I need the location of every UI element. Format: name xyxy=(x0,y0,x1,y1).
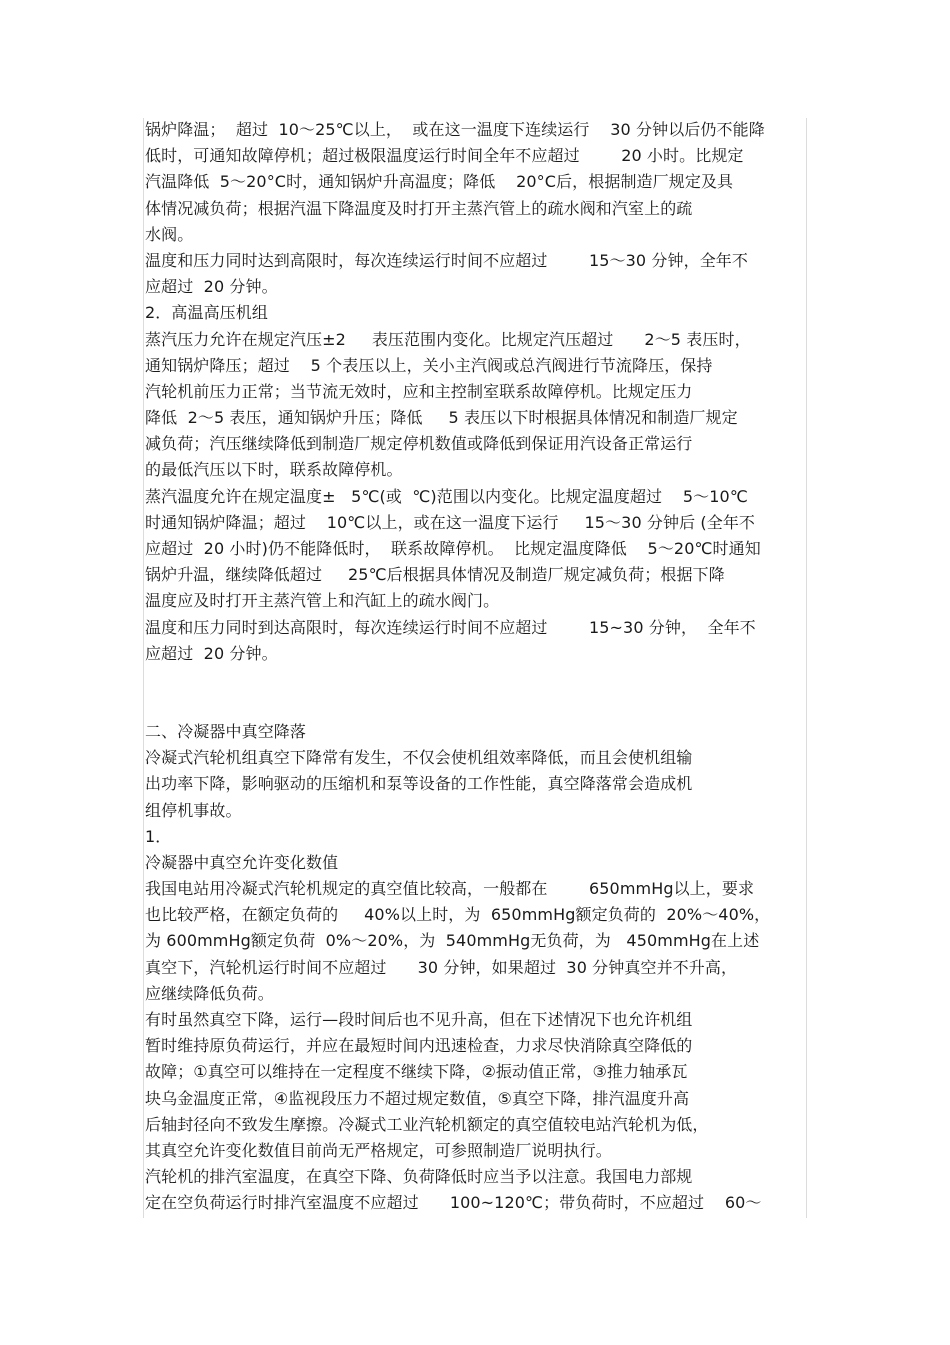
text-line: 体情况减负荷；根据汽温下降温度及时打开主蒸汽管上的疏水阀和汽室上的疏 xyxy=(145,198,693,218)
subsection-heading: 冷凝器中真空允许变化数值 xyxy=(145,852,339,872)
text-line: 有时虽然真空下降，运行—段时间后也不见升高，但在下述情况下也允许机组 xyxy=(145,1010,693,1029)
text-line: 真空下，汽轮机运行时间不应超过 30 分钟，如果超过 30 分钟真空并不升高， xyxy=(145,957,738,977)
text-line: 通知锅炉降压；超过 5 个表压以上，关小主汽阀或总汽阀进行节流降压，保持 xyxy=(145,355,713,375)
text-line: 冷凝式汽轮机组真空下降常有发生，不仅会使机组效率降低，而且会使机组输 xyxy=(145,748,693,768)
text-line: 低时，可通知故障停机；超过极限温度运行时间全年不应超过 20 小时。比规定 xyxy=(145,146,744,166)
text-line: 汽轮机的排汽室温度，在真空下降、负荷降低时应当予以注意。我国电力部规 xyxy=(145,1167,693,1187)
text-line: 温度和压力同时到达高限时，每次连续运行时间不应超过 15~30 分钟， 全年不 xyxy=(145,617,756,637)
text-line: 时通知锅炉降温；超过 10℃以上，或在这一温度下运行 15～30 分钟后 (全年不 xyxy=(145,512,756,532)
text-line: 锅炉降温； 超过 10～25℃以上， 或在这一温度下连续运行 30 分钟以后仍不能降 xyxy=(145,120,765,139)
text-line: 暂时维持原负荷运行，并应在最短时间内迅速检查，力求尽快消除真空降低的 xyxy=(145,1036,693,1056)
document-body xyxy=(145,117,810,1217)
section-heading-2: 2．高温高压机组 xyxy=(145,303,268,323)
text-line: 温度应及时打开主蒸汽管上和汽缸上的疏水阀门。 xyxy=(145,591,500,611)
text-line: 其真空允许变化数值目前尚无严格规定，可参照制造厂说明执行。 xyxy=(145,1140,612,1160)
text-line: 减负荷；汽压继续降低到制造厂规定停机数值或降低到保证用汽设备正常运行 xyxy=(145,434,693,454)
text-line: 蒸汽压力允许在规定汽压±2 表压范围内变化。比规定汽压超过 2～5 表压时， xyxy=(145,329,751,349)
text-line: 锅炉升温，继续降低超过 25℃后根据具体情况及制造厂规定减负荷；根据下降 xyxy=(145,565,725,585)
text-line: 降低 2～5 表压，通知锅炉升压；降低 5 表压以下时根据具体情况和制造厂规定 xyxy=(145,408,738,428)
text-line: 水阀。 xyxy=(145,224,194,244)
text-line: 应超过 20 分钟。 xyxy=(145,277,278,297)
text-line: 也比较严格，在额定负荷的 40%以上时，为 650mmHg额定负荷的 20%～40%， xyxy=(145,905,771,925)
text-line: 汽温降低 5～20°C时，通知锅炉升高温度；降低 20°C后，根据制造厂规定及具 xyxy=(145,172,734,192)
list-number: 1． xyxy=(145,826,172,846)
section-heading-vacuum: 二、冷凝器中真空降落 xyxy=(145,721,307,741)
text-line: 为 600mmHg额定负荷 0%～20%，为 540mmHg无负荷，为 450mmHg在上述 xyxy=(145,931,760,951)
text-line: 组停机事故。 xyxy=(145,800,242,820)
text-line: 汽轮机前压力正常；当节流无效时，应和主控制室联系故障停机。比规定压力 xyxy=(145,381,693,401)
text-line: 应超过 20 分钟。 xyxy=(145,643,278,663)
text-line: 定在空负荷运行时排汽室温度不应超过 100~120℃；带负荷时，不应超过 60～ xyxy=(145,1193,762,1213)
text-line: 故障；①真空可以维持在一定程度不继续下降，②振动值正常，③推力轴承瓦 xyxy=(145,1062,688,1082)
text-line: 蒸汽温度允许在规定温度± 5℃(或 ℃)范围以内变化。比规定温度超过 5～10℃ xyxy=(145,486,748,506)
text-line: 出功率下降，影响驱动的压缩机和泵等设备的工作性能，真空降落常会造成机 xyxy=(145,774,693,794)
text-line: 温度和压力同时达到高限时，每次连续运行时间不应超过 15～30 分钟，全年不 xyxy=(145,250,748,270)
text-line: 我国电站用冷凝式汽轮机规定的真空值比较高，一般都在 650mmHg以上，要求 xyxy=(145,879,755,899)
text-line: 应继续降低负荷。 xyxy=(145,983,274,1003)
paragraph-gap xyxy=(145,667,810,719)
text-line: 应超过 20 小时)仍不能降低时， 联系故障停机。 比规定温度降低 5～20℃时通知 xyxy=(145,539,761,558)
text-line: 后轴封径向不致发生摩擦。冷凝式工业汽轮机额定的真空值较电站汽轮机为低， xyxy=(145,1114,709,1134)
text-line: 块乌金温度正常，④监视段压力不超过规定数值，⑤真空下降，排汽温度升高 xyxy=(145,1088,690,1108)
left-margin-rule xyxy=(143,118,144,1218)
text-line: 的最低汽压以下时，联系故障停机。 xyxy=(145,460,403,480)
